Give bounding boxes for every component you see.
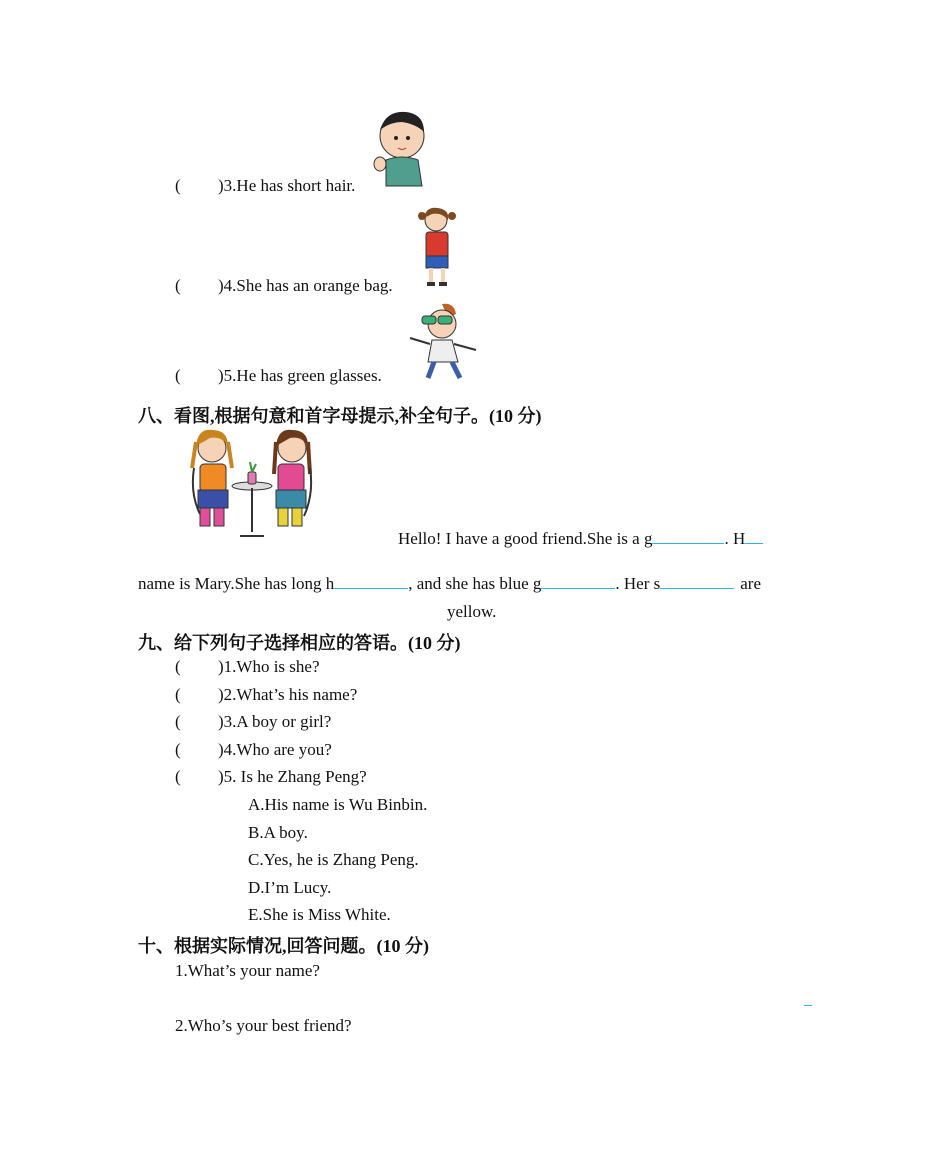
blank-g[interactable] bbox=[652, 529, 724, 544]
boy-illustration bbox=[372, 108, 432, 188]
q3-paren: ( bbox=[175, 712, 181, 731]
answer-e: E.She is Miss White. bbox=[248, 905, 391, 924]
q4-text: )4.Who are you? bbox=[218, 740, 332, 759]
blank-shoes[interactable] bbox=[660, 574, 734, 589]
line2-part-a: name is Mary.She has long h bbox=[138, 574, 335, 593]
section-8-line-3: yellow. bbox=[447, 602, 497, 621]
item-3-text: )3.He has short hair. bbox=[218, 176, 356, 195]
man-with-glasses-illustration bbox=[402, 300, 482, 382]
item-3-paren: ( bbox=[175, 176, 181, 195]
line1-part-a: Hello! I have a good friend.She is a g bbox=[398, 529, 653, 548]
blank-hair[interactable] bbox=[334, 574, 408, 589]
q4-paren: ( bbox=[175, 740, 181, 759]
section-8-line-1 bbox=[398, 529, 763, 549]
q2-text: )2.What’s his name? bbox=[218, 685, 358, 704]
blank-h[interactable] bbox=[745, 529, 763, 544]
q1-text: )1.Who is she? bbox=[218, 657, 320, 676]
answer-c: C.Yes, he is Zhang Peng. bbox=[248, 850, 419, 869]
two-girls-at-table-illustration bbox=[190, 424, 315, 542]
line1-part-b: . H bbox=[724, 529, 746, 548]
section-8-heading: 八、看图,根据句意和首字母提示,补全句子。(10 分) bbox=[138, 406, 542, 426]
section-8-line-2 bbox=[138, 574, 761, 594]
answer-b: B.A boy. bbox=[248, 823, 308, 842]
item-5-text: )5.He has green glasses. bbox=[218, 366, 382, 385]
item-4-text: )4.She has an orange bag. bbox=[218, 276, 393, 295]
section-9-heading: 九、给下列句子选择相应的答语。(10 分) bbox=[138, 633, 461, 653]
q1-paren: ( bbox=[175, 657, 181, 676]
answer-line-1[interactable] bbox=[804, 991, 812, 1006]
item-5-paren: ( bbox=[175, 366, 181, 385]
q5-paren: ( bbox=[175, 767, 181, 786]
q3-text: )3.A boy or girl? bbox=[218, 712, 332, 731]
question-2: 2.Who’s your best friend? bbox=[175, 1016, 352, 1035]
question-1: 1.What’s your name? bbox=[175, 961, 320, 980]
q5-text: )5. Is he Zhang Peng? bbox=[218, 767, 367, 786]
answer-d: D.I’m Lucy. bbox=[248, 878, 332, 897]
q2-paren: ( bbox=[175, 685, 181, 704]
item-4-paren: ( bbox=[175, 276, 181, 295]
blank-glasses[interactable] bbox=[541, 574, 615, 589]
line2-part-c: . Her s bbox=[615, 574, 661, 593]
section-10-heading: 十、根据实际情况,回答问题。(10 分) bbox=[138, 936, 429, 956]
line2-part-b: , and she has blue g bbox=[408, 574, 542, 593]
girl-with-bag-illustration bbox=[412, 206, 462, 288]
answer-a: A.His name is Wu Binbin. bbox=[248, 795, 428, 814]
line2-part-d: are bbox=[740, 574, 762, 593]
